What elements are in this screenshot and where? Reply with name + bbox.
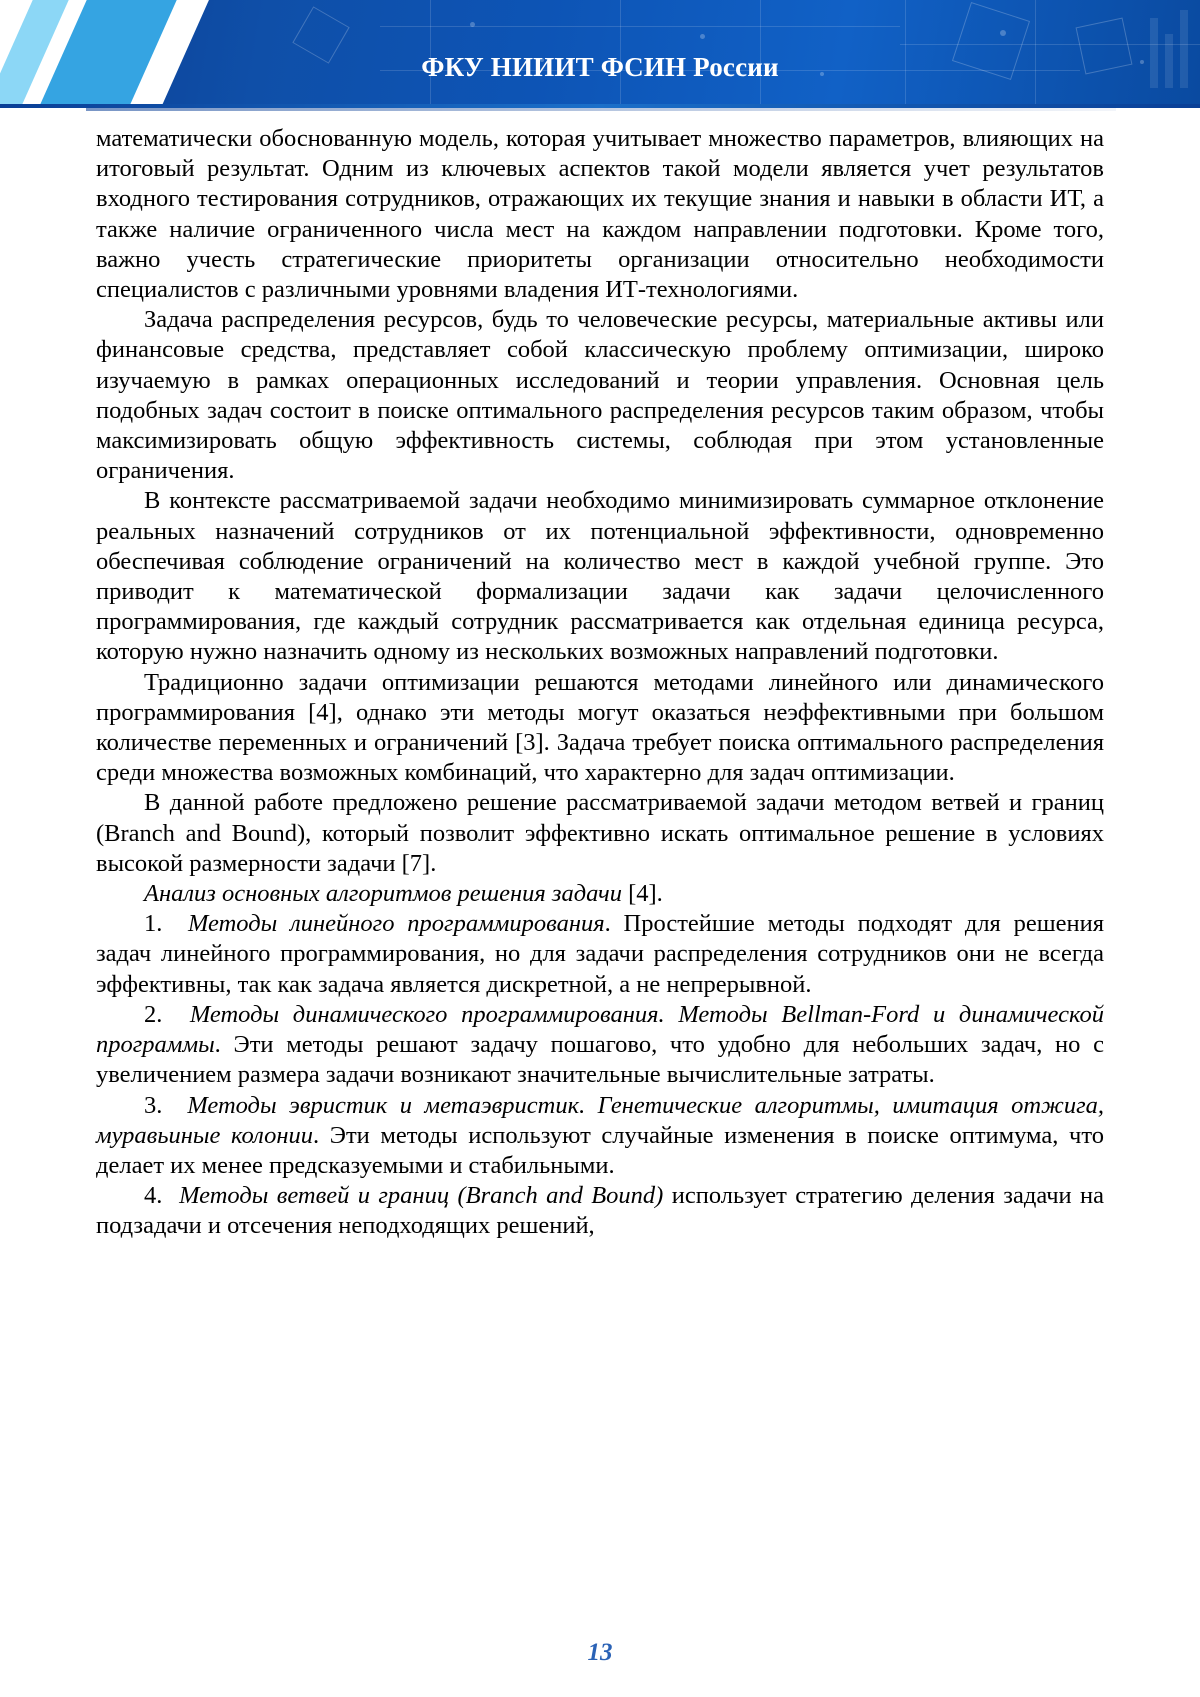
list-item-1-number: 1. — [144, 910, 163, 938]
list-item-2-text: . Эти методы решают задачу пошагово, что удобно для небольших задач, но с увеличением размера задачи возникают значительные вычислительные затраты. — [96, 1031, 1104, 1089]
paragraph-3: В контексте рассматриваемой задачи необходимо минимизировать суммарное отклонение реальных назначений сотрудников от их потенциальной эффективности, одновременно обеспечивая соблюдение ограничений на количество мест в каждой учебной группе. Это приводит к математической формализации задачи как задачи целочисленного программирования, где каждый сотрудник рассматривается как отдельная единица ресурса, которую нужно назначить одному из нескольких возможных направлений подготовки. — [96, 487, 1104, 666]
header-bottom-shadow — [86, 108, 1116, 111]
document-body — [0, 108, 1200, 1242]
list-item-4-title: Методы ветвей и границ (Branch and Bound) — [179, 1182, 664, 1210]
list-item-2-number: 2. — [144, 1000, 163, 1028]
list-item-1-title: Методы линейного программирования — [188, 910, 605, 938]
list-item-2 — [96, 1000, 1104, 1091]
paragraph-2: Задача распределения ресурсов, будь то человеческие ресурсы, материальные активы или финансовые средства, представляет собой классическую проблему оптимизации, широко изучаемую в рамках операционных исследований и теории управления. Основная цель подобных задач состоит в поиске оптимального распределения ресурсов таким образом, чтобы максимизировать общую эффективность системы, соблюдая при этом установленные ограничения. — [96, 306, 1104, 485]
list-item-1 — [96, 909, 1104, 1000]
paragraph-1: математически обоснованную модель, которая учитывает множество параметров, влияющих на итоговый результат. Одним из ключевых аспектов такой модели является учет результатов входного тестирования сотрудников, отражающих их текущие знания и навыки в области ИТ, а также наличие ограниченного числа мест на каждом направлении подготовки. Кроме того, важно учесть стратегические приоритеты организации относительно необходимости специалистов с различными уровнями владения ИТ-технологиями. — [96, 125, 1104, 304]
list-item-3-title: Методы эвристик и метаэвристик. Генетические алгоритмы, имитация отжига, муравьиные колонии — [96, 1091, 1104, 1149]
list-item-2-title: Методы динамического программирования. Методы Bellman-Ford и динамической программы — [96, 1000, 1104, 1059]
page-number: 13 — [587, 1639, 613, 1666]
list-item-3-number: 3. — [144, 1091, 163, 1119]
section-heading-italic: Анализ основных алгоритмов решения задачи — [144, 880, 622, 908]
page-header — [0, 0, 1200, 108]
section-heading — [96, 879, 1104, 909]
list-item-3 — [96, 1091, 1104, 1182]
list-item-3-text: . Эти методы используют случайные изменения в поиске оптимума, что делает их менее предсказуемыми и стабильными. — [96, 1121, 1104, 1179]
paragraph-4: Традиционно задачи оптимизации решаются методами линейного или динамического программирования [4], однако эти методы могут оказаться неэффективными при большом количестве переменных и ограничений [3]. Задача требует поиска оптимального распределения среди множества возможных комбинаций, что характерно для задач оптимизации. — [96, 668, 1104, 787]
list-item-4-text: использует стратегию деления задачи на подзадачи и отсечения неподходящих решений, — [96, 1182, 1104, 1240]
list-item-1-text: . Простейшие методы подходят для решения задач линейного программирования, но для задачи распределения сотрудников они не всегда эффективны, так как задача является дискретной, а не непрерывной. — [96, 910, 1104, 998]
paragraph-5: В данной работе предложено решение рассматриваемой задачи методом ветвей и границ (Branch and Bound), который позволит эффективно искать оптимальное решение в условиях высокой размерности задачи [7]. — [96, 789, 1104, 877]
list-item-4 — [96, 1181, 1104, 1241]
list-item-4-number: 4. — [144, 1182, 163, 1210]
section-heading-ref: [4]. — [621, 880, 663, 908]
page-title: ФКУ НИИИТ ФСИН России — [421, 52, 779, 82]
